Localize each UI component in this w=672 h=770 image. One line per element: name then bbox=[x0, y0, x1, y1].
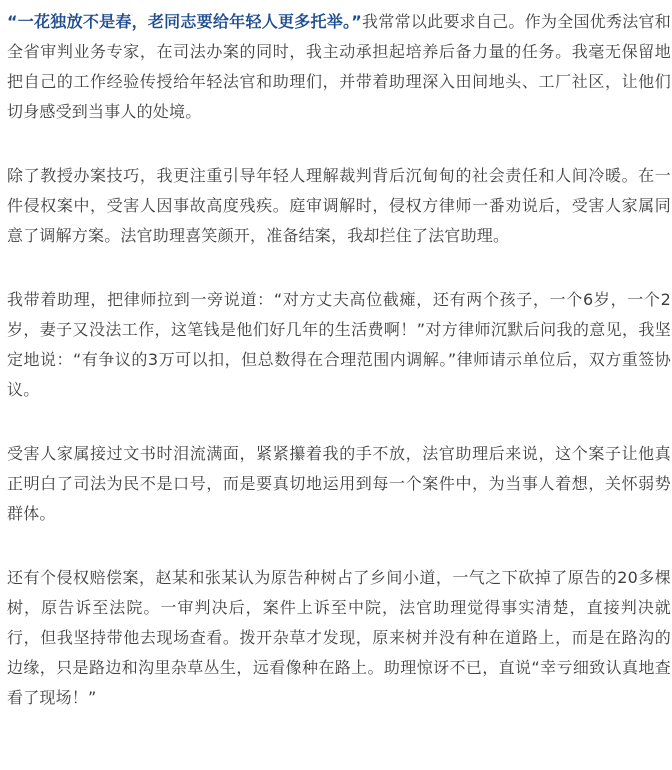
paragraph-3: 我带着助理，把律师拉到一旁说道：“对方丈夫高位截瘫，还有两个孩子，一个6岁，一个2岁，妻子又没法工作，这笔钱是他们好几年的生活费啊！”对方律师沉默后问我的意见，我坚定地说：“有争议的3万可以扣，但总数得在合理范围内调解。”律师请示单位后，双方重签协议。 bbox=[7, 290, 671, 399]
paragraph-spacer bbox=[7, 127, 671, 161]
paragraph-4: 受害人家属接过文书时泪流满面，紧紧攥着我的手不放，法官助理后来说，这个案子让他真正明白了司法为民不是口号，而是要真切地运用到每一个案件中，为当事人着想，关怀弱势群体。 bbox=[7, 444, 671, 523]
paragraph-spacer bbox=[7, 405, 671, 439]
paragraph-spacer bbox=[7, 251, 671, 285]
paragraph-2: 除了教授办案技巧，我更注重引导年轻人理解裁判背后沉甸甸的社会责任和人间冷暖。在一件侵权案中，受害人因事故高度残疾。庭审调解时，侵权方律师一番劝说后，受害人家属同意了调解方案。法官助理喜笑颜开，准备结案，我却拦住了法官助理。 bbox=[7, 166, 671, 245]
article-body bbox=[7, 7, 671, 713]
paragraph-spacer bbox=[7, 529, 671, 563]
paragraph-1-text: 我常常以此要求自己。作为全国优秀法官和全省审判业务专家，在司法办案的同时，我主动承担起培养后备力量的任务。我毫无保留地把自己的工作经验传授给年轻法官和助理们，并带着助理深入田间地头、工厂社区，让他们切身感受到当事人的处境。 bbox=[7, 12, 671, 121]
highlighted-quote: “一花独放不是春，老同志要给年轻人更多托举。” bbox=[7, 12, 362, 31]
paragraph-5: 还有个侵权赔偿案，赵某和张某认为原告种树占了乡间小道，一气之下砍掉了原告的20多棵树，原告诉至法院。一审判决后，案件上诉至中院，法官助理觉得事实清楚，直接判决就行，但我坚持带他去现场查看。拨开杂草才发现，原来树并没有种在道路上，而是在路沟的边缘，只是路边和沟里杂草丛生，远看像种在路上。助理惊讶不已，直说“幸亏细致认真地查看了现场！” bbox=[7, 568, 671, 707]
paragraph-1 bbox=[7, 7, 671, 127]
